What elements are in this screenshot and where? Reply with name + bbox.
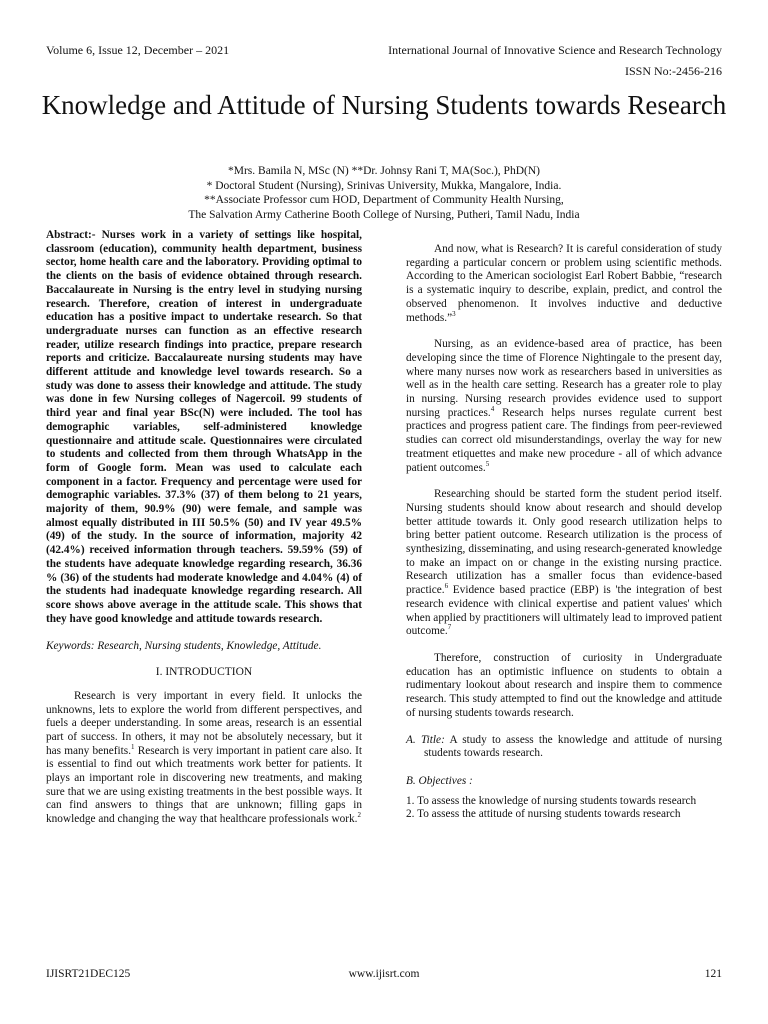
journal-url[interactable]: www.ijisrt.com (348, 968, 420, 980)
study-title-label: A. Title: (406, 733, 445, 746)
right-column (406, 243, 722, 822)
citation: 2 (357, 811, 362, 820)
journal-name: International Journal of Innovative Science and Research Technology (388, 43, 722, 57)
volume-issue: Volume 6, Issue 12, December – 2021 (46, 43, 230, 57)
paragraph: And now, what is Research? It is careful consideration of study regarding a particular concern or problem using scientific methods. According to the American sociologist Earl Robert Babbie, “research is a systematic inquiry to describe, explain, predict, and control the observed phenomenon. It involves inductive and deductive methods.”$^3$ (406, 243, 722, 324)
paragraph: Nursing, as an evidence-based area of practice, has been developing since the time of Florence Nightingale to the present day, where many nurses now work as researchers based in universities as well as in the health care setting. Research has a greater role to play in nursing. Nursing research provides evidence used to support nursing practices.$^4$ Research helps nurses regulate current best practices and progress patient care. The findings from peer-reviewed studies can correct old misunderstandings, overlay the way for new treatment etiquettes and make new procedure - all of which advance patient outcomes.$^5$ (406, 338, 722, 474)
objective-item: 1. To assess the knowledge of nursing students towards research (406, 794, 697, 807)
abstract: Abstract:- Nurses work in a variety of settings like hospital, classroom (education), community health department, business sector, home health care and the laboratory. Providing optimal to the clients on the basis of evidence obtained through research. Baccalaureate in Nursing is the entry level in studying nursing research. Therefore, creation of interest in undergraduate education has a positive impact to undertake research. So that undergraduate nurses can function as an effective research reader, utilize research findings into practice, prepare research reports and criticize. Baccalaureate nursing students may have different attitude and knowledge level towards research. So a study was done to assess their knowledge and attitude. The study was done in few Nursing colleges of Nagercoil. 99 students of third year and final year BSc(N) were included. The tool has demographic variables, self-administered knowledge questionnaire and attitude scale. Questionnaires were circulated to students and collected from them through WhatsApp in the form of Google form. Mean was used to calculate each component in a factor. Frequency and percentage were used for demographic variables. 37.3% (37) of them belong to 21 years, majority of them, 90.9% (90) were female, and sample was almost equally distributed in III 50.5% (50) and IV year 49.5% (49) of the study. In the source of information, majority 42 (42.4%) received information through teachers. 59.59% (59) of the students have adequate knowledge regarding research, 36.36 % (36) of the students had moderate knowledge and 4.04% (4) of the students had inadequate knowledge regarding research. All score shows above average in the attitude scale. This shows that they have good knowledge and attitude towards research. (46, 229, 362, 625)
left-column (46, 229, 362, 840)
author-line: * Doctoral Student (Nursing), Srinivas University, Mukka, Mangalore, India. (206, 179, 562, 192)
keywords (46, 640, 362, 654)
keywords-text: Research, Nursing students, Knowledge, Attitude. (97, 640, 322, 653)
citation: 1 (131, 742, 135, 751)
keywords-label: Keywords: (46, 640, 95, 653)
paper-id: IJISRT21DEC125 (46, 968, 131, 980)
citation: 3 (452, 309, 456, 318)
paragraph: Researching should be started form the student period itself. Nursing students should know about research and should develop better attitude towards it. Only good research utilization helps to bring better patient outcome. Research utilization is the process of synthesizing, disseminating, and using research-generated knowledge to make an impact on or change in the existing nursing practice. Research utilization has a smaller focus than evidence-based practice.$^6$ Evidence based practice (EBP) is 'the integration of best research evidence with clinical expertise and patient values' which when applied by practitioners will ultimately lead to improved patient outcome.$^7$ (406, 488, 722, 638)
page-number: 121 (704, 968, 722, 980)
issn: ISSN No:-2456-216 (624, 64, 722, 78)
objective-item: 2. To assess the attitude of nursing students towards research (406, 808, 681, 821)
intro-heading: I. INTRODUCTION (155, 666, 253, 679)
citation: 4 (490, 404, 495, 413)
author-line: The Salvation Army Catherine Booth College of Nursing, Putheri, Tamil Nadu, India (188, 208, 580, 221)
study-title-text: A study to assess the knowledge and attitude of nursing students towards research. (424, 733, 722, 760)
citation: 7 (447, 623, 452, 632)
author-line: *Mrs. Bamila N, MSc (N) **Dr. Johnsy Rani T, MA(Soc.), PhD(N) (228, 165, 540, 177)
objectives-heading: B. Objectives : (406, 774, 473, 787)
citation: 5 (485, 459, 490, 468)
intro-paragraph: Research is very important in every field. It unlocks the unknowns, lets to explore the world from different perspectives, and fuels a deeper understanding. In some areas, research is an essential part of success. In others, it may not be absolutely necessary, but it has many benefits.$^1$ Research is very important in patient care also. It is essential to find out which treatments work better for patients. It plays an important role in discovering new treatments, and making sure that we are using existing treatments in the best possible ways. It can find answers to things that are unknown; filling gaps in knowledge and changing the way that healthcare professionals work.$^2$ (46, 689, 363, 826)
citation: 6 (444, 582, 449, 591)
author-line: **Associate Professor cum HOD, Department of Community Health Nursing, (204, 194, 564, 206)
authors-block (60, 164, 708, 222)
study-title (406, 734, 722, 761)
paragraph: Therefore, construction of curiosity in Undergraduate education has an optimistic influence on students to obtain a rudimentary lookout about research and inspire them to commence research. This study attempted to find out the knowledge and attitude of nursing students towards research. (406, 651, 722, 719)
paper-title: Knowledge and Attitude of Nursing Students towards Research (41, 90, 727, 120)
